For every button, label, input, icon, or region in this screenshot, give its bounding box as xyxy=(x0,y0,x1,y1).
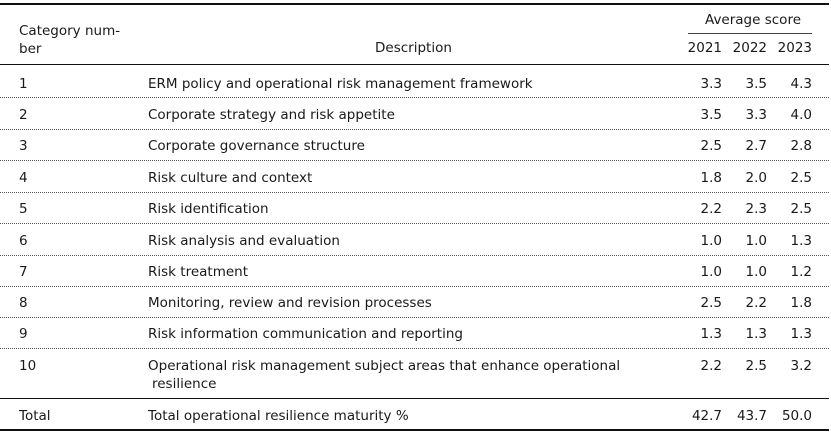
header-average-score: Average score xyxy=(705,12,802,28)
row-7-number: 7 xyxy=(19,264,28,280)
row-10-2023: 3.2 xyxy=(790,358,812,374)
table-bottom-rule xyxy=(0,429,829,431)
row-1-number: 1 xyxy=(19,76,28,92)
row-6-2023: 1.3 xyxy=(790,233,812,249)
total-2022: 43.7 xyxy=(736,408,767,424)
table-top-rule xyxy=(0,3,829,5)
row-4-number: 4 xyxy=(19,170,28,186)
row-7-description: Risk treatment xyxy=(148,264,248,280)
row-8-2022: 2.2 xyxy=(745,295,767,311)
row-1-2022: 3.5 xyxy=(745,76,767,92)
row-5-2023: 2.5 xyxy=(790,201,812,217)
header-bottom-rule xyxy=(0,64,829,65)
row-2-2023: 4.0 xyxy=(790,107,812,123)
row-divider xyxy=(0,317,829,318)
row-4-2022: 2.0 xyxy=(745,170,767,186)
header-year-2023: 2023 xyxy=(777,40,812,56)
row-10-description-line2: resilience xyxy=(152,376,217,392)
row-5-2022: 2.3 xyxy=(745,201,767,217)
row-7-2022: 1.0 xyxy=(745,264,767,280)
row-3-2022: 2.7 xyxy=(745,138,767,154)
row-10-2021: 2.2 xyxy=(700,358,722,374)
row-10-2022: 2.5 xyxy=(745,358,767,374)
row-3-number: 3 xyxy=(19,138,28,154)
row-8-description: Monitoring, review and revision processes xyxy=(148,295,432,311)
row-divider xyxy=(0,160,829,161)
row-6-2022: 1.0 xyxy=(745,233,767,249)
row-9-number: 9 xyxy=(19,326,28,342)
row-8-2021: 2.5 xyxy=(700,295,722,311)
row-4-2021: 1.8 xyxy=(700,170,722,186)
row-5-2021: 2.2 xyxy=(700,201,722,217)
row-4-2023: 2.5 xyxy=(790,170,812,186)
header-description: Description xyxy=(375,40,452,56)
row-1-2021: 3.3 xyxy=(700,76,722,92)
row-2-2021: 3.5 xyxy=(700,107,722,123)
total-2023: 50.0 xyxy=(781,408,812,424)
row-5-number: 5 xyxy=(19,201,28,217)
row-6-description: Risk analysis and evaluation xyxy=(148,233,340,249)
row-3-description: Corporate governance structure xyxy=(148,138,365,154)
row-2-number: 2 xyxy=(19,107,28,123)
row-7-2021: 1.0 xyxy=(700,264,722,280)
total-description: Total operational resilience maturity % xyxy=(148,408,409,424)
row-6-number: 6 xyxy=(19,233,28,249)
row-divider xyxy=(0,348,829,349)
row-6-2021: 1.0 xyxy=(700,233,722,249)
row-divider xyxy=(0,255,829,256)
row-1-2023: 4.3 xyxy=(790,76,812,92)
row-8-number: 8 xyxy=(19,295,28,311)
header-year-2021: 2021 xyxy=(687,40,722,56)
row-2-2022: 3.3 xyxy=(745,107,767,123)
row-8-2023: 1.8 xyxy=(790,295,812,311)
row-divider xyxy=(0,97,829,98)
row-9-2021: 1.3 xyxy=(700,326,722,342)
row-1-description: ERM policy and operational risk management framework xyxy=(148,76,533,92)
row-3-2023: 2.8 xyxy=(790,138,812,154)
total-2021: 42.7 xyxy=(691,408,722,424)
row-10-description-line1: Operational risk management subject areas that enhance operational xyxy=(148,358,621,374)
row-5-description: Risk identification xyxy=(148,201,269,217)
row-9-2023: 1.3 xyxy=(790,326,812,342)
row-divider xyxy=(0,223,829,224)
total-label: Total xyxy=(19,408,51,424)
row-10-number: 10 xyxy=(19,358,37,374)
row-3-2021: 2.5 xyxy=(700,138,722,154)
row-9-2022: 1.3 xyxy=(745,326,767,342)
row-divider xyxy=(0,129,829,130)
row-2-description: Corporate strategy and risk appetite xyxy=(148,107,395,123)
row-7-2023: 1.2 xyxy=(790,264,812,280)
row-divider xyxy=(0,192,829,193)
header-year-2022: 2022 xyxy=(732,40,767,56)
header-category-number: Category num-ber xyxy=(19,23,121,57)
total-top-rule xyxy=(0,398,829,399)
row-divider xyxy=(0,286,829,287)
row-9-description: Risk information communication and reporting xyxy=(148,326,463,342)
row-4-description: Risk culture and context xyxy=(148,170,313,186)
average-score-underline xyxy=(688,33,812,34)
